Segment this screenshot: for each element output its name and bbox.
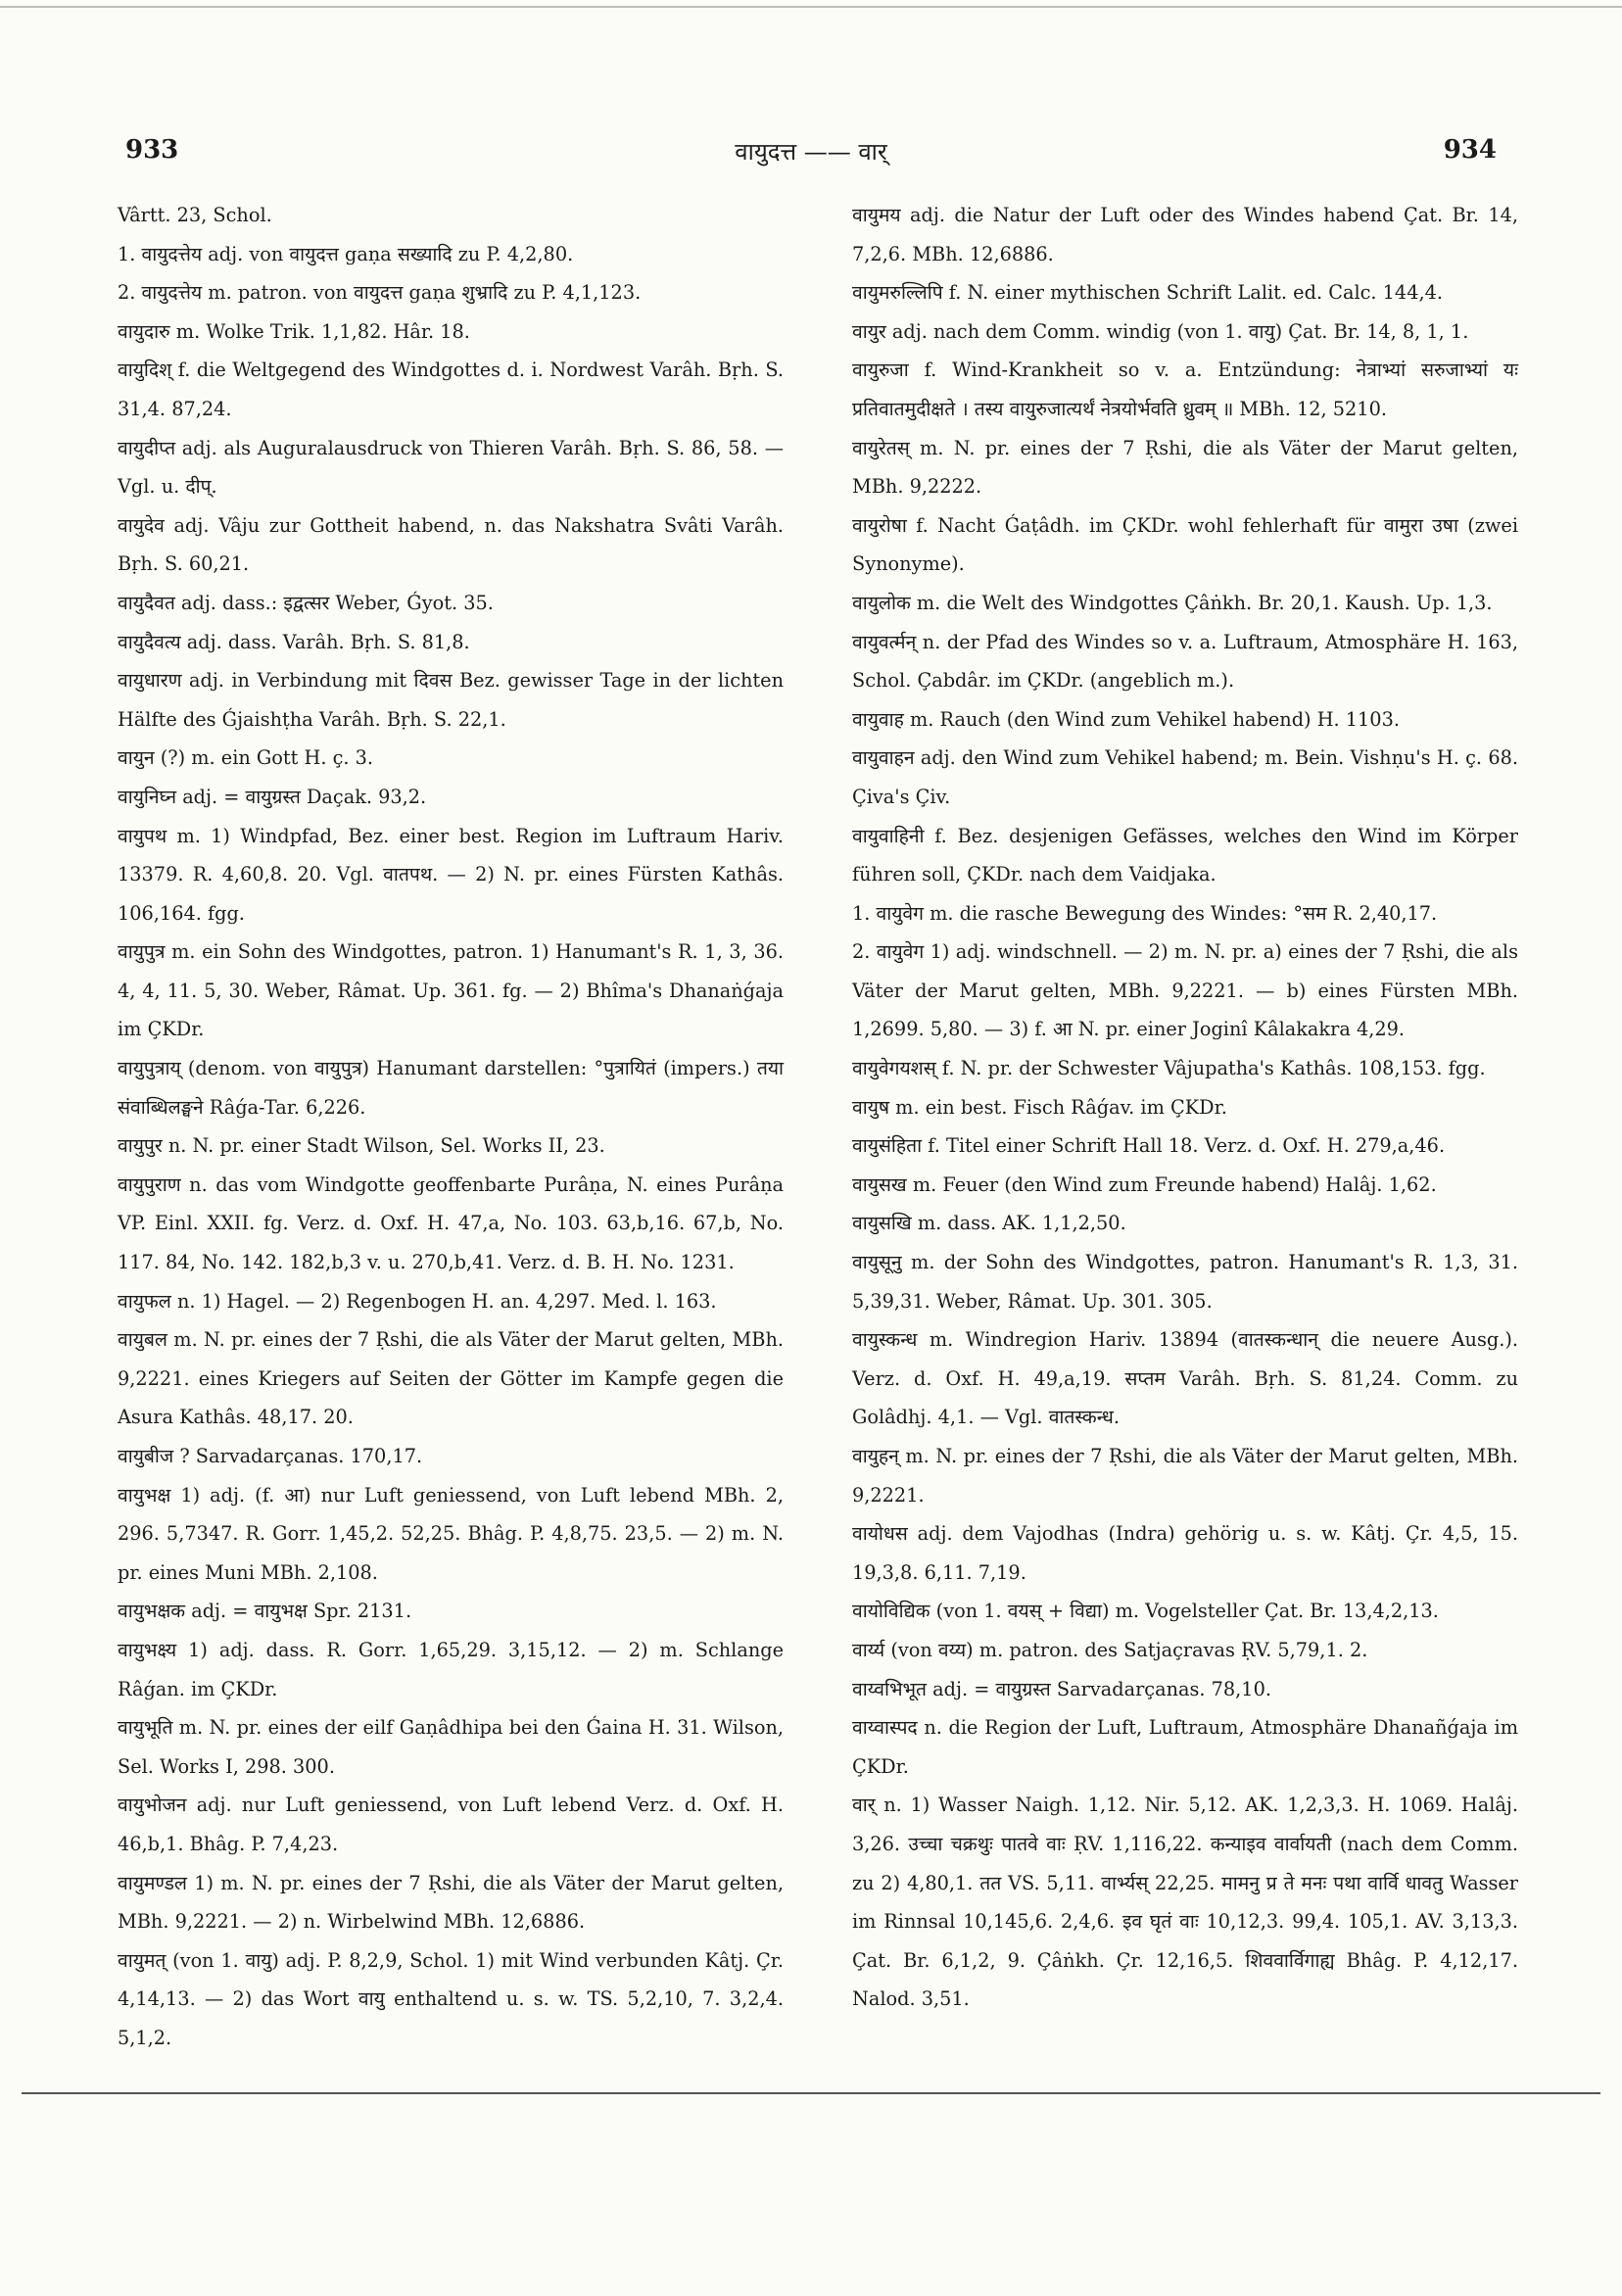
right-column: [852, 196, 1518, 2019]
dictionary-entry: वाय्वभिभूत adj. = वायुग्रस्त Sarvadarçanas. 78,10.: [852, 1677, 1271, 1700]
dictionary-entry: वायुन (?) m. ein Gott H. ç. 3.: [118, 746, 374, 770]
dictionary-entry: वायुस्कन्ध m. Windregion Hariv. 13894 (वातस्कन्धान् die neuere Ausg.). Verz. d. Oxf. H. 49,a,19. सप्तम Varâh. Bṛh. S. 81,24. Comm. zu Golâdhj. 4,1. — Vgl. वातस्कन्ध.: [852, 1328, 1518, 1429]
dictionary-entry: वायुबीज ? Sarvadarçanas. 170,17.: [118, 1445, 423, 1467]
dictionary-entry: वायुष m. ein best. Fisch Râǵav. im ÇKDr.: [852, 1095, 1227, 1119]
dictionary-entry: वायुरोषा f. Nacht Ǵaṭâdh. im ÇKDr. wohl fehlerhaft für वामुरा उषा (zwei Synonyme).: [852, 513, 1518, 576]
dictionary-entry: वायुदेव adj. Vâju zur Gottheit habend, n. das Nakshatra Svâti Varâh. Bṛh. S. 60,21.: [118, 513, 784, 576]
dictionary-entry: वायुलोक m. die Welt des Windgottes Çâṅkh. Br. 20,1. Kaush. Up. 1,3.: [852, 591, 1493, 614]
page-number-left: 933: [125, 135, 179, 165]
dictionary-entry: वायुरेतस् m. N. pr. eines der 7 Ṛshi, die als Väter der Marut gelten, MBh. 9,2222.: [852, 436, 1518, 499]
dictionary-entry: वायुवर्त्मन् n. der Pfad des Windes so v. a. Luftraum, Atmosphäre H. 163, Schol. Çabdâr. im ÇKDr. (angeblich m.).: [852, 630, 1518, 693]
dictionary-entry: वायुमत् (von 1. वायु) adj. P. 8,2,9, Schol. 1) mit Wind verbunden Kâtj. Çr. 4,14,13. — 2) das Wort वायु enthaltend u. s. w. TS. 5,2,10, 7. 3,2,4. 5,1,2.: [118, 1948, 784, 2049]
dictionary-entry: वायुवाहन adj. den Wind zum Vehikel habend; m. Bein. Vishṇu's H. ç. 68. Çiva's Çiv.: [852, 746, 1518, 808]
dictionary-entry: वायुमरुल्लिपि f. N. einer mythischen Schrift Lalit. ed. Calc. 144,4.: [852, 281, 1443, 305]
dictionary-entry: वार्य्य (von वय्य) m. patron. des Satjaçravas ṚV. 5,79,1. 2.: [852, 1638, 1368, 1661]
dictionary-entry: वायुमण्डल 1) m. N. pr. eines der 7 Ṛshi, die als Väter der Marut gelten, MBh. 9,2221. — 2) n. Wirbelwind MBh. 12,6886.: [118, 1871, 784, 1934]
dictionary-entry: वायुदीप्त adj. als Auguralausdruck von Thieren Varâh. Bṛh. S. 86, 58. — Vgl. u. दीप्.: [118, 436, 784, 499]
dictionary-entry: वायुसख m. Feuer (den Wind zum Freunde habend) Halâj. 1,62.: [852, 1172, 1437, 1196]
dictionary-entry: वायुसखि m. dass. AK. 1,1,2,50.: [852, 1212, 1126, 1235]
dictionary-entry: वायुरुजा f. Wind-Krankheit so v. a. Entzündung: नेत्राभ्यां सरुजाभ्यां यः प्रतिवातमुदीक्षते । तस्य वायुरुजात्यर्थं नेत्रयोर्भवति ध्रुवम् ॥ MBh. 12, 5210.: [852, 359, 1518, 420]
dictionary-entry: वार् n. 1) Wasser Naigh. 1,12. Nir. 5,12. AK. 1,2,3,3. H. 1069. Halâj. 3,26. उच्चा चक्रथुः पातवे वाः ṚV. 1,116,22. कन्याइव वार्वायती (nach dem Comm. zu 2) 4,80,1. तत VS. 5,11. वार्भ्यस् 22,25. मामनु प्र ते मनः पथा वार्वि धावतु Wasser im Rinnsal 10,145,6. 2,4,6. इव घृतं वाः 10,12,3. 99,4. 105,1. AV. 3,13,3. Çat. Br. 6,1,2, 9. Çâṅkh. Çr. 12,16,5. शिववार्विगाह्य Bhâg. P. 4,12,17. Nalod. 3,51.: [852, 1794, 1518, 2011]
dictionary-entry: वायोधस adj. dem Vajodhas (Indra) gehörig u. s. w. Kâtj. Çr. 4,5, 15. 19,3,8. 6,11. 7,19.: [852, 1522, 1518, 1584]
dictionary-entry: वायुभोजन adj. nur Luft geniessend, von Luft lebend Verz. d. Oxf. H. 46,b,1. Bhâg. P. 7,4,23.: [118, 1794, 784, 1855]
dictionary-entry: 1. वायुवेग m. die rasche Bewegung des Windes: °सम R. 2,40,17.: [852, 901, 1438, 925]
dictionary-entry: 1. वायुदत्तेय adj. von वायुदत्त gaṇa सख्यादि zu P. 4,2,80.: [118, 242, 574, 265]
dictionary-entry: वायुपुत्र m. ein Sohn des Windgottes, patron. 1) Hanumant's R. 1, 3, 36. 4, 4, 11. 5, 30. Weber, Râmat. Up. 361. fg. — 2) Bhîma's Dhanaṅǵaja im ÇKDr.: [118, 940, 784, 1041]
dictionary-entry: वायुफल n. 1) Hagel. — 2) Regenbogen H. an. 4,297. Med. l. 163.: [118, 1289, 717, 1313]
dictionary-entry: वायुनिघ्न adj. = वायुग्रस्त Daçak. 93,2.: [118, 785, 427, 808]
dictionary-entry: वायुहन् m. N. pr. eines der 7 Ṛshi, die als Väter der Marut gelten, MBh. 9,2221.: [852, 1445, 1518, 1507]
dictionary-entry: वायुभूति m. N. pr. eines der eilf Gaṇâdhipa bei den Ǵaina H. 31. Wilson, Sel. Works I, 298. 300.: [118, 1716, 784, 1778]
dictionary-entry: वायुभक्ष 1) adj. (f. आ) nur Luft geniessend, von Luft lebend MBh. 2, 296. 5,7347. R. Gorr. 1,45,2. 52,25. Bhâg. P. 4,8,75. 23,5. — 2) m. N. pr. eines Muni MBh. 2,108.: [118, 1483, 784, 1584]
dictionary-entry: वायुवेगयशस् f. N. pr. der Schwester Vâjupatha's Kathâs. 108,153. fgg.: [852, 1057, 1486, 1080]
dictionary-entry: वायुपुराण n. das vom Windgotte geoffenbarte Purâṇa, N. eines Purâṇa VP. Einl. XXII. fg. Verz. d. Oxf. H. 47,a, No. 103. 63,b,16. 67,b, No. 117. 84, No. 142. 182,b,3 v. u. 270,b,41. Verz. d. B. H. No. 1231.: [118, 1172, 784, 1274]
dictionary-entry: वायुसूनु m. der Sohn des Windgottes, patron. Hanumant's R. 1,3, 31. 5,39,31. Weber, Râmat. Up. 301. 305.: [852, 1251, 1518, 1313]
dictionary-entry: वायोविद्यिक (von 1. वयस् + विद्या) m. Vogelsteller Çat. Br. 13,4,2,13.: [852, 1600, 1439, 1623]
page-header: [125, 135, 1497, 174]
dictionary-entry: Vârtt. 23, Schol.: [118, 204, 272, 226]
dictionary-entry: वायुवाह m. Rauch (den Wind zum Vehikel habend) H. 1103.: [852, 707, 1400, 731]
dictionary-entry: 2. वायुदत्तेय m. patron. von वायुदत्त gaṇa शुभ्रादि zu P. 4,1,123.: [118, 281, 642, 305]
top-scan-line: [0, 6, 1622, 8]
dictionary-entry: वायुभक्षक adj. = वायुभक्ष Spr. 2131.: [118, 1600, 412, 1623]
dictionary-entry: वायुधारण adj. in Verbindung mit दिवस Bez. gewisser Tage in der lichten Hälfte des Ǵjaishṭha Varâh. Bṛh. S. 22,1.: [118, 669, 784, 731]
dictionary-entry: वायुदिश् f. die Weltgegend des Windgottes d. i. Nordwest Varâh. Bṛh. S. 31,4. 87,24.: [118, 359, 784, 420]
dictionary-entry: वायुदैवत adj. dass.: इद्वत्सर Weber, Ǵyot. 35.: [118, 591, 494, 614]
dictionary-entry: वायुवाहिनी f. Bez. desjenigen Gefässes, welches den Wind im Körper führen soll, ÇKDr. nach dem Vaidjaka.: [852, 824, 1518, 886]
running-head: वायुदत्त —— वार्: [735, 138, 887, 166]
dictionary-entry: वायुदैवत्य adj. dass. Varâh. Bṛh. S. 81,8.: [118, 630, 470, 653]
bottom-rule: [22, 2092, 1600, 2094]
dictionary-entry: वाय्वास्पद n. die Region der Luft, Luftraum, Atmosphäre Dhanañǵaja im ÇKDr.: [852, 1716, 1518, 1778]
dictionary-entry: वायुर adj. nach dem Comm. windig (von 1. वायु) Çat. Br. 14, 8, 1, 1.: [852, 319, 1469, 343]
dictionary-entry: वायुभक्ष्य 1) adj. dass. R. Gorr. 1,65,29. 3,15,12. — 2) m. Schlange Râǵan. im ÇKDr.: [118, 1638, 784, 1700]
left-column: [118, 196, 784, 2058]
dictionary-entry: वायुबल m. N. pr. eines der 7 Ṛshi, die als Väter der Marut gelten, MBh. 9,2221. eines Kriegers auf Seiten der Götter im Kampfe gegen die Asura Kathâs. 48,17. 20.: [118, 1328, 784, 1429]
dictionary-entry: वायुपथ m. 1) Windpfad, Bez. einer best. Region im Luftraum Hariv. 13379. R. 4,60,8. 20. Vgl. वातपथ. — 2) N. pr. eines Fürsten Kathâs. 106,164. fgg.: [118, 824, 784, 925]
dictionary-entry: 2. वायुवेग 1) adj. windschnell. — 2) m. N. pr. a) eines der 7 Ṛshi, die als Väter der Marut gelten, MBh. 9,2221. — b) eines Fürsten MBh. 1,2699. 5,80. — 3) f. आ N. pr. einer Joginî Kâlakakra 4,29.: [852, 940, 1518, 1041]
page-number-right: 934: [1443, 135, 1497, 165]
dictionary-entry: वायुपुर n. N. pr. einer Stadt Wilson, Sel. Works II, 23.: [118, 1134, 605, 1158]
dictionary-entry: वायुदारु m. Wolke Trik. 1,1,82. Hâr. 18.: [118, 319, 470, 343]
dictionary-entry: वायुमय adj. die Natur der Luft oder des Windes habend Çat. Br. 14, 7,2,6. MBh. 12,6886.: [852, 204, 1518, 265]
dictionary-entry: वायुसंहिता f. Titel einer Schrift Hall 18. Verz. d. Oxf. H. 279,a,46.: [852, 1134, 1446, 1158]
dictionary-entry: वायुपुत्राय् (denom. von वायुपुत्र) Hanumant darstellen: °पुत्रायितं (impers.) तया संवाब्धिलङ्घने Râǵa-Tar. 6,226.: [118, 1057, 784, 1119]
